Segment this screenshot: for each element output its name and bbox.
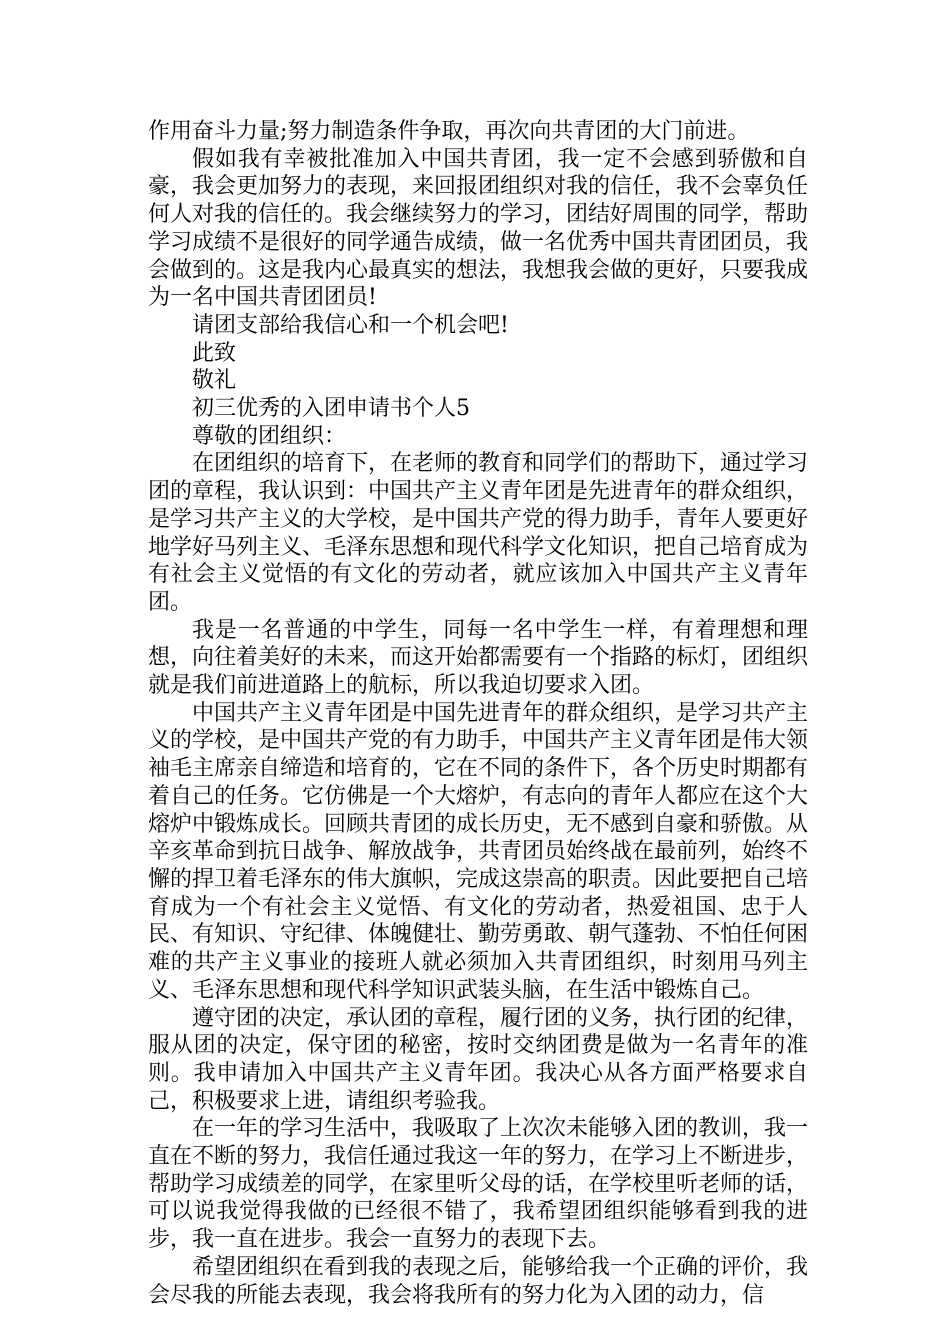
paragraph-13: 希望团组织在看到我的表现之后，能够给我一个正确的评价，我会尽我的所能去表现，我会将我所有的努力化为入团的动力，信 [148,1254,809,1308]
paragraph-1: 作用奋斗力量;努力制造条件争取，再次向共青团的大门前进。 [148,119,750,144]
document-body [148,118,808,1309]
closing-salutation: 此致 [192,340,237,366]
greeting: 尊敬的团组织： [192,423,347,449]
paragraph-10: 中国共产主义青年团是中国先进青年的群众组织，是学习共产主义的学校，是中国共产党的有力助手，中国共产主义青年团是伟大领袖毛主席亲自缔造和培育的，它在不同的条件下，各个历史时期都有着自己的任务。它仿佛是一个大熔炉，有志向的青年人都应在这个大熔炉中锻炼成长。回顾共青团的成长历史，无不感到自豪和骄傲。从辛亥革命到抗日战争、解放战争，共青团员始终战在最前列，始终不懈的捍卫着毛泽东的伟大旗帜，完成这崇高的职责。因此要把自己培育成为一个有社会主义觉悟、有文化的劳动者，热爱祖国、忠于人民、有知识、守纪律、体魄健壮、勤劳勇敢、朝气蓬勃、不怕任何困难的共产主义事业的接班人就必须加入共青团组织，时刻用马列主义、毛泽东思想和现代科学知识武装头脑，在生活中锻炼自己。 [148,700,809,1003]
section-heading: 初三优秀的入团申请书个人5 [192,396,470,422]
paragraph-11: 遵守团的决定，承认团的章程，履行团的义务，执行团的纪律，服从团的决定，保守团的秘密，按时交纳团费是做为一名青年的准则。我申请加入中国共产主义青年团。我决心从各方面严格要求自己，积极要求上进，请组织考验我。 [148,1005,809,1114]
paragraph-12: 在一年的学习生活中，我吸取了上次次未能够入团的教训，我一直在不断的努力，我信任通过我这一年的努力，在学习上不断进步，帮助学习成绩差的同学，在家里听父母的话，在学校里听老师的话，可以说我觉得我做的已经很不错了，我希望团组织能够看到我的进步，我一直在进步。我会一直努力的表现下去。 [148,1116,809,1253]
paragraph-9: 我是一名普通的中学生，同每一名中学生一样，有着理想和理想，向往着美好的未来，而这开始都需要有一个指路的标灯，团组织就是我们前进道路上的航标，所以我迫切要求入团。 [148,617,809,699]
closing-regards: 敬礼 [192,368,237,394]
paragraph-8: 在团组织的培育下，在老师的教育和同学们的帮助下，通过学习团的章程，我认识到：中国共产主义青年团是先进青年的群众组织，是学习共产主义的大学校，是中国共产党的得力助手，青年人要更好地学好马列主义、毛泽东思想和现代科学文化知识，把自己培育成为有社会主义觉悟的有文化的劳动者，就应该加入中国共产主义青年团。 [148,451,809,615]
paragraph-3: 请团支部给我信心和一个机会吧! [192,312,509,338]
paragraph-2: 假如我有幸被批准加入中国共青团，我一定不会感到骄傲和自豪，我会更加努力的表现，来回报团组织对我的信任，我不会辜负任何人对我的信任的。我会继续努力的学习，团结好周围的同学，帮助学习成绩不是很好的同学通告成绩，做一名优秀中国共青团团员，我会做到的。这是我内心最真实的想法，我想我会做的更好，只要我成为一名中国共青团团员! [148,146,809,311]
